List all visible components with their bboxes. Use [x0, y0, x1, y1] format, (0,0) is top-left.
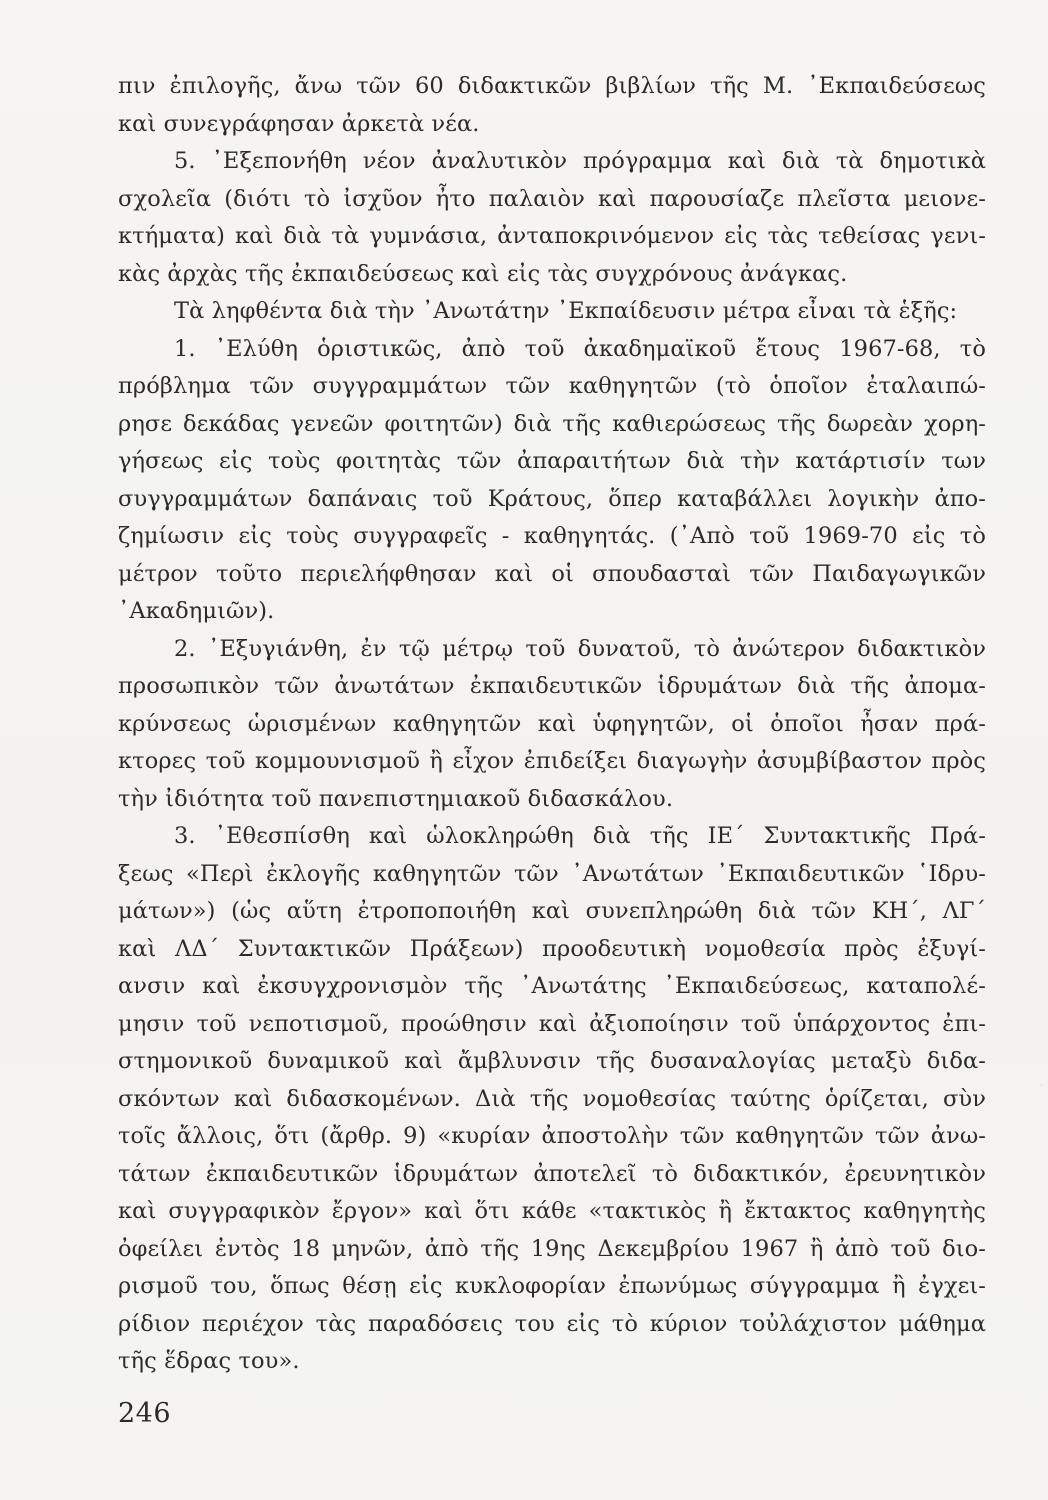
text-line: τῆς ἕδρας του».: [118, 1348, 300, 1374]
page-number: 246: [118, 1398, 172, 1429]
text-line: κτήματα) καὶ διὰ τὰ γυμνάσια, ἀνταποκρινόμενον εἰς τὰς τεθείσας γενι-: [118, 223, 986, 249]
text-line: ανσιν καὶ ἐκσυγχρονισμὸν τῆς ᾿Ανωτάτης ᾿Εκπαιδεύσεως, καταπολέ-: [118, 973, 986, 999]
text-line: 2. ᾿Εξυγιάνθη, ἐν τῷ μέτρῳ τοῦ δυνατοῦ, τὸ ἀνώτερον διδακτικὸν: [174, 635, 986, 662]
text-line: κτορες τοῦ κομμουνισμοῦ ἢ εἶχον ἐπιδείξει διαγωγὴν ἀσυμβίβαστον πρὸς: [118, 748, 986, 774]
text-line: καὶ συνεγράφησαν ἀρκετὰ νέα.: [118, 110, 480, 137]
text-line: 1. ᾿Ελύθη ὁριστικῶς, ἀπὸ τοῦ ἀκαδημαϊκοῦ ἔτους 1967-68, τὸ: [174, 335, 986, 362]
text-line: μάτων») (ὡς αὕτη ἐτροποποιήθη καὶ συνεπληρώθη διὰ τῶν ΚΗ΄, ΛΓ΄: [118, 898, 986, 924]
text-line: 5. ᾿Εξεπονήθη νέον ἀναλυτικὸν πρόγραμμα καὶ διὰ τὰ δημοτικὰ: [174, 148, 986, 174]
text-line: ρίδιον περιέχον τὰς παραδόσεις του εἰς τὸ κύριον τοὐλάχιστον μάθημα: [118, 1310, 986, 1337]
text-line: μέτρον τοῦτο περιελήφθησαν καὶ οἱ σπουδασταὶ τῶν Παιδαγωγικῶν: [118, 560, 986, 587]
text-line: Τὰ ληφθέντα διὰ τὴν ᾿Ανωτάτην ᾿Εκπαίδευσιν μέτρα εἶναι τὰ ἑξῆς:: [174, 298, 958, 324]
text-line: 3. ᾿Εθεσπίσθη καὶ ὡλοκληρώθη διὰ τῆς ΙΕ΄ Συντακτικῆς Πρά-: [174, 823, 986, 849]
text-line: καὶ ΛΔ΄ Συντακτικῶν Πράξεων) προοδευτικὴ νομοθεσία πρὸς ἐξυγί-: [118, 935, 986, 962]
body-text: [118, 68, 986, 1381]
text-line: τάτων ἐκπαιδευτικῶν ἱδρυμάτων ἀποτελεῖ τὸ διδακτικόν, ἐρευνητικὸν: [118, 1160, 986, 1187]
text-line: ᾿Ακαδημιῶν).: [118, 598, 275, 624]
text-line: ρισμοῦ του, ὅπως θέσῃ εἰς κυκλοφορίαν ἐπωνύμως σύγγραμμα ἢ ἐγχει-: [118, 1273, 986, 1299]
text-line: μησιν τοῦ νεποτισμοῦ, προώθησιν καὶ ἀξιοποίησιν τοῦ ὑπάρχοντος ἐπι-: [118, 1010, 986, 1037]
text-line: σχολεῖα (διότι τὸ ἰσχῦον ἦτο παλαιὸν καὶ παρουσίαζε πλεῖστα μειονε-: [118, 185, 986, 212]
text-line: καὶ συγγραφικὸν ἔργον» καὶ ὅτι κάθε «τακτικὸς ἢ ἔκτακτος καθηγητὴς: [118, 1198, 986, 1224]
text-line: πιν ἐπιλογῆς, ἄνω τῶν 60 διδακτικῶν βιβλίων τῆς Μ. ᾿Εκπαιδεύσεως: [118, 73, 986, 99]
text-line: ξεως «Περὶ ἐκλογῆς καθηγητῶν τῶν ᾿Ανωτάτων ᾿Εκπαιδευτικῶν ῾Ιδρυ-: [118, 860, 986, 887]
text-line: στημονικοῦ δυναμικοῦ καὶ ἄμβλυνσιν τῆς δυσαναλογίας μεταξὺ διδα-: [118, 1048, 986, 1074]
text-line: γήσεως εἰς τοὺς φοιτητὰς τῶν ἀπαραιτήτων διὰ τὴν κατάρτισίν των: [118, 448, 986, 474]
text-line: ζημίωσιν εἰς τοὺς συγγραφεῖς - καθηγητάς. (᾿Απὸ τοῦ 1969-70 εἰς τὸ: [118, 523, 986, 549]
text-line: προσωπικὸν τῶν ἀνωτάτων ἐκπαιδευτικῶν ἱδρυμάτων διὰ τῆς ἀπομα-: [118, 673, 986, 699]
text-line: ὀφείλει ἐντὸς 18 μηνῶν, ἀπὸ τῆς 19ης Δεκεμβρίου 1967 ἢ ἀπὸ τοῦ διο-: [118, 1235, 986, 1262]
text-line: σκόντων καὶ διδασκομένων. Διὰ τῆς νομοθεσίας ταύτης ὁρίζεται, σὺν: [118, 1085, 986, 1112]
text-line: ρησε δεκάδας γενεῶν φοιτητῶν) διὰ τῆς καθιερώσεως τῆς δωρεὰν χορη-: [118, 410, 986, 437]
text-line: πρόβλημα τῶν συγγραμμάτων τῶν καθηγητῶν (τὸ ὁποῖον ἐταλαιπώ-: [118, 373, 986, 399]
paper-speck-mark: ·: [1040, 1081, 1043, 1090]
text-line: τοῖς ἄλλοις, ὅτι (ἄρθρ. 9) «κυρίαν ἀποστολὴν τῶν καθηγητῶν τῶν ἀνω-: [118, 1123, 986, 1149]
text-line: κὰς ἀρχὰς τῆς ἐκπαιδεύσεως καὶ εἰς τὰς συγχρόνους ἀνάγκας.: [118, 260, 848, 287]
text-line: τὴν ἰδιότητα τοῦ πανεπιστημιακοῦ διδασκάλου.: [118, 785, 674, 812]
text-line: συγγραμμάτων δαπάναις τοῦ Κράτους, ὅπερ καταβάλλει λογικὴν ἀπο-: [118, 485, 986, 512]
text-line: κρύνσεως ὡρισμένων καθηγητῶν καὶ ὑφηγητῶν, οἱ ὁποῖοι ἦσαν πρά-: [118, 710, 986, 737]
